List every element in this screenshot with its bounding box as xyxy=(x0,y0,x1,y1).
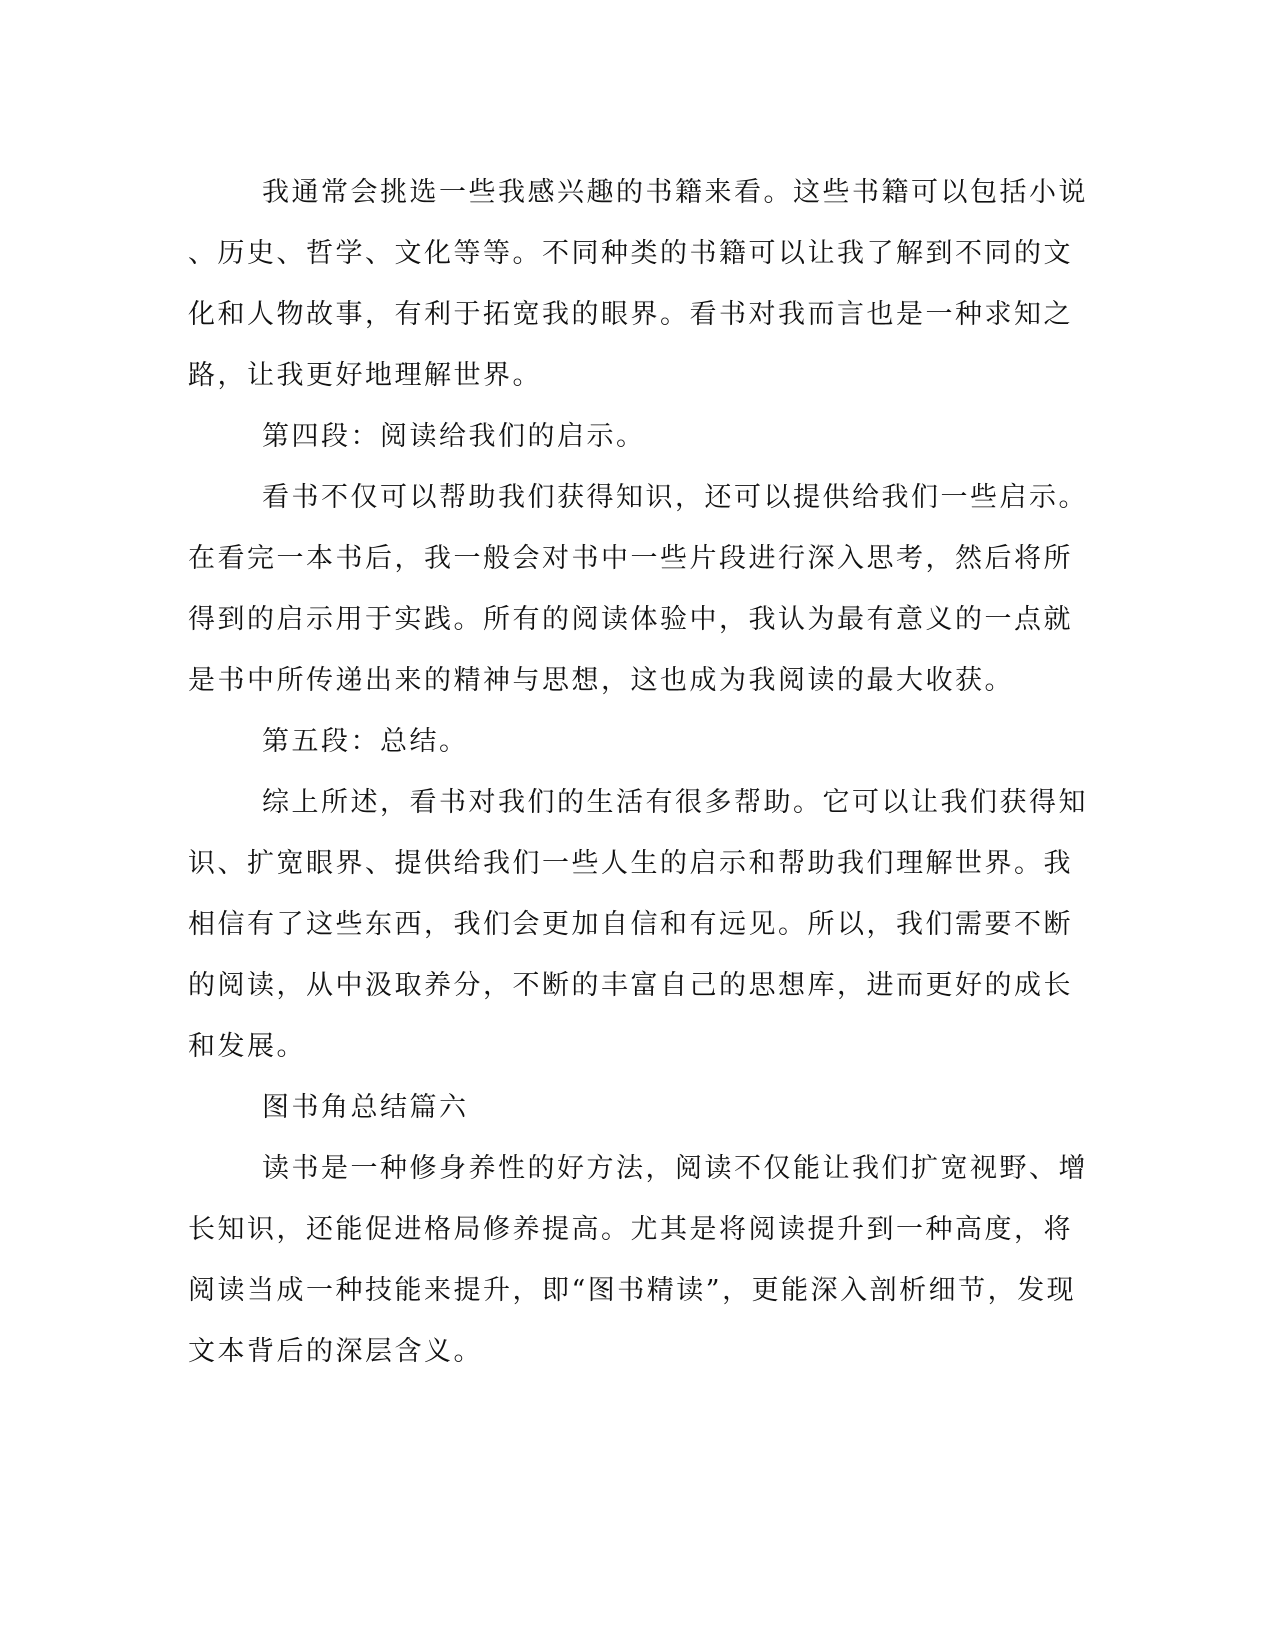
paragraph-line: 的阅读，从中汲取养分，不断的丰富自己的思想库，进而更好的成长 xyxy=(188,970,1073,1001)
document-body xyxy=(188,162,1088,1382)
paragraph-line: 、历史、哲学、文化等等。不同种类的书籍可以让我了解到不同的文 xyxy=(188,238,1073,269)
paragraph-line: 相信有了这些东西，我们会更加自信和有远见。所以，我们需要不断 xyxy=(188,909,1073,940)
paragraph-line: 识、扩宽眼界、提供给我们一些人生的启示和帮助我们理解世界。我 xyxy=(188,848,1073,879)
paragraph-line: 是书中所传递出来的精神与思想，这也成为我阅读的最大收获。 xyxy=(188,665,1014,696)
paragraph-line: 得到的启示用于实践。所有的阅读体验中，我认为最有意义的一点就 xyxy=(188,604,1073,635)
paragraph-line: 和发展。 xyxy=(188,1031,306,1062)
paragraph-line: 看书不仅可以帮助我们获得知识，还可以提供给我们一些启示。 xyxy=(262,482,1088,513)
section-heading: 图书角总结篇六 xyxy=(262,1092,469,1123)
paragraph-line: 文本背后的深层含义。 xyxy=(188,1336,483,1367)
paragraph-line: 化和人物故事，有利于拓宽我的眼界。看书对我而言也是一种求知之 xyxy=(188,299,1073,330)
paragraph-line: 在看完一本书后，我一般会对书中一些片段进行深入思考，然后将所 xyxy=(188,543,1073,574)
paragraph-line: 长知识，还能促进格局修养提高。尤其是将阅读提升到一种高度，将 xyxy=(188,1214,1073,1245)
paragraph-line: 读书是一种修身养性的好方法，阅读不仅能让我们扩宽视野、增 xyxy=(262,1153,1088,1184)
paragraph-line: 我通常会挑选一些我感兴趣的书籍来看。这些书籍可以包括小说 xyxy=(262,177,1088,208)
paragraph-line: 路，让我更好地理解世界。 xyxy=(188,360,542,391)
section-heading: 第五段：总结。 xyxy=(262,726,469,757)
section-heading: 第四段：阅读给我们的启示。 xyxy=(262,421,646,452)
paragraph-line: 综上所述，看书对我们的生活有很多帮助。它可以让我们获得知 xyxy=(262,787,1088,818)
paragraph-line: 阅读当成一种技能来提升，即“图书精读”，更能深入剖析细节，发现 xyxy=(188,1275,1077,1306)
